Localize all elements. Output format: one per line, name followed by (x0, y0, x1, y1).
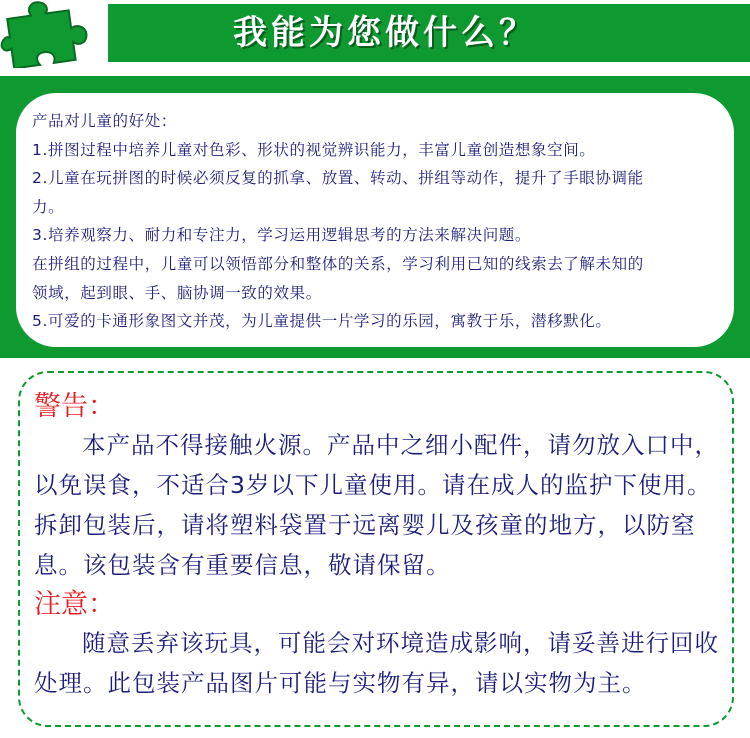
notice-text: 随意丢弃该玩具，可能会对环境造成影响，请妥善进行回收处理。此包装产品图片可能与实物有异，请以实物为主。 (34, 629, 719, 697)
benefits-box (16, 93, 734, 347)
benefit-line: 在拼组的过程中，儿童可以领悟部分和整体的关系，学习利用已知的线索去了解未知的 (32, 254, 644, 273)
puzzle-piece-icon (0, 0, 100, 68)
warning-heading: 警告： (34, 391, 115, 422)
benefit-heading: 产品对儿童的好处： (32, 112, 177, 130)
benefit-line: 2.儿童在玩拼图的时候必须反复的抓拿、放置、转动、拼组等动作，提升了手眼协调能 (32, 169, 644, 188)
header (0, 0, 750, 68)
notice-heading: 注意： (34, 589, 115, 620)
page-title: 我能为您做什么？ (233, 13, 537, 53)
benefit-line: 领域，起到眼、手、脑协调一致的效果。 (32, 283, 322, 302)
warning-box (18, 371, 734, 727)
benefit-line: 1.拼图过程中培养儿童对色彩、形状的视觉辨识能力，丰富儿童创造想象空间。 (32, 140, 596, 159)
benefit-line: 5.可爱的卡通形象图文并茂，为儿童提供一片学习的乐园，寓教于乐，潜移默化。 (32, 312, 612, 331)
benefit-line: 力。 (32, 197, 65, 216)
benefit-line: 3.培养观察力、耐力和专注力，学习运用逻辑思考的方法来解决问题。 (32, 226, 531, 245)
warning-text: 本产品不得接触火源。产品中之细小配件，请勿放入口中，以免误食，不适合3岁以下儿童使用。请在成人的监护下使用。拆卸包装后，请将塑料袋置于远离婴儿及孩童的地方，以防窒息。该包装含有重要信息，敬请保留。 (34, 431, 719, 579)
